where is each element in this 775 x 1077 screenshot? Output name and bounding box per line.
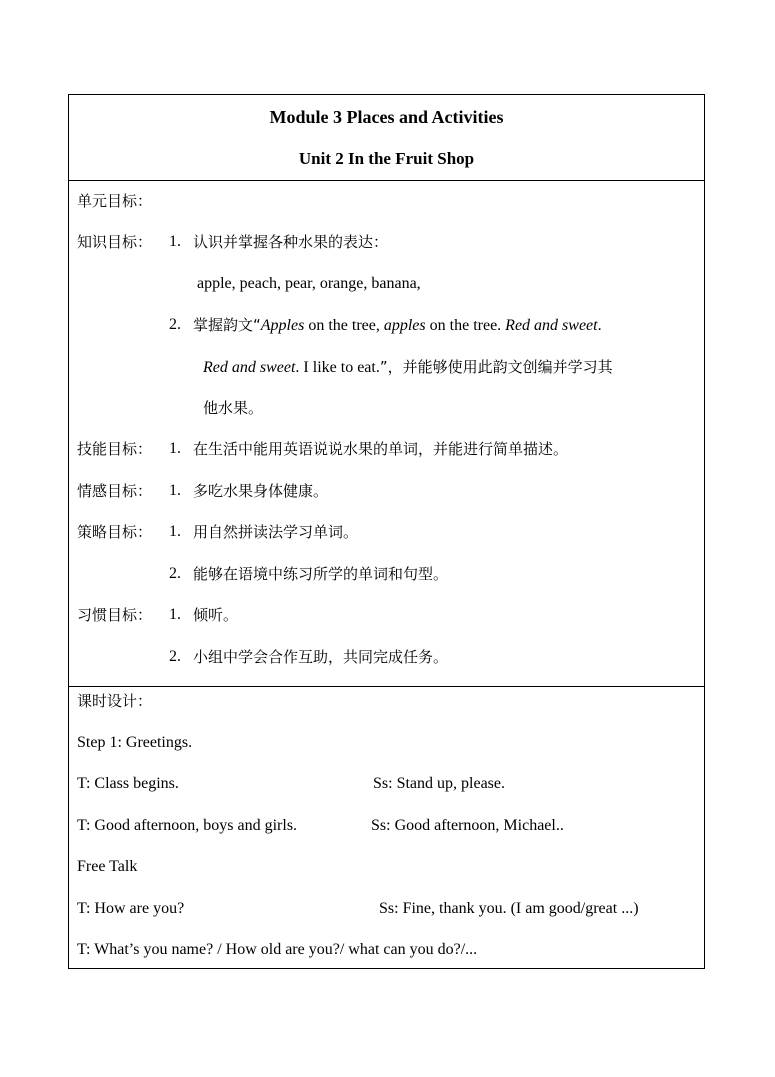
habit-goal-1-number: 1. [169,606,181,623]
lesson-plan-table [68,94,705,969]
skill-goal-label: 技能目标： [77,440,153,458]
header-section [69,95,704,181]
unit-title: Unit 2 In the Fruit Shop [298,149,475,168]
rhyme-line-1: 掌握韵文“Apples on the tree, apples on the tree. Red and sweet. [193,316,602,334]
teacher-line-1: T: Class begins. [77,775,179,792]
habit-goal-1-text: 倾听。 [193,606,239,624]
student-line-2: Ss: Good afternoon, Michael.. [371,817,564,834]
knowledge-goal-2-number: 2. [169,316,181,333]
habit-goal-label: 习惯目标： [77,606,153,624]
student-line-1: Ss: Stand up, please. [373,775,505,792]
knowledge-goal-1-text: 认识并掌握各种水果的表达： [193,233,389,251]
skill-goal-1-text: 在生活中能用英语说说水果的单词，并能进行简单描述。 [193,440,569,458]
habit-goal-2-number: 2. [169,648,181,665]
strategy-goal-1-number: 1. [169,523,181,540]
strategy-goal-label: 策略目标： [77,523,153,541]
goals-heading: 单元目标： [77,192,153,210]
knowledge-goal-label: 知识目标： [77,233,153,251]
module-title: Module 3 Places and Activities [269,107,504,127]
fruit-word-list: apple, peach, pear, orange, banana, [197,275,421,292]
step-1-heading: Step 1: Greetings. [77,734,193,751]
emotion-goal-label: 情感目标： [77,482,153,500]
habit-goal-2-text: 小组中学会合作互助，共同完成任务。 [193,648,449,666]
knowledge-goal-1-number: 1. [169,233,181,250]
student-line-3: Ss: Fine, thank you. (I am good/great ...) [379,900,639,917]
teacher-line-2: T: Good afternoon, boys and girls. [77,817,298,834]
strategy-goal-1-text: 用自然拼读法学习单词。 [193,523,359,541]
rhyme-line-2: Red and sweet. I like to eat.”，并能够使用此韵文创编并学习其 [203,358,613,376]
lesson-design-section [69,686,704,968]
strategy-goal-2-number: 2. [169,565,181,582]
emotion-goal-1-number: 1. [169,482,181,499]
skill-goal-1-number: 1. [169,440,181,457]
teacher-line-4: T: What’s you name? / How old are you?/ what can you do?/... [77,941,478,958]
free-talk-heading: Free Talk [77,858,138,875]
emotion-goal-1-text: 多吃水果身体健康。 [193,482,329,500]
unit-goals-section [69,180,704,687]
strategy-goal-2-text: 能够在语境中练习所学的单词和句型。 [193,565,449,583]
design-heading: 课时设计： [77,692,153,710]
teacher-line-3: T: How are you? [77,900,185,917]
rhyme-line-3: 他水果。 [203,399,264,417]
